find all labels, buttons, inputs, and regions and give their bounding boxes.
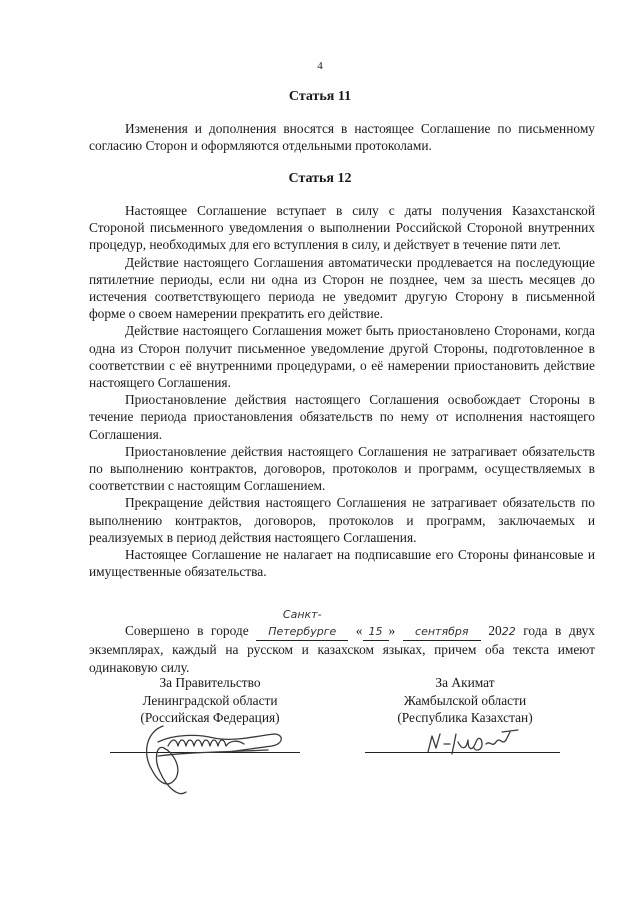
signature-right — [420, 726, 530, 760]
article-12-paragraph-6: Прекращение действия настоящего Соглашения не затрагивает обязательств по выполнению контрактов, договоров, протоколов и программ, заключаемых и реализуемых в период действия настоящего Соглашения. — [89, 495, 595, 545]
handwritten-city: Санкт-Петербурге — [256, 606, 348, 641]
signatory-left-line2: Ленинградской области — [142, 692, 278, 708]
article-12-paragraph-4: Приостановление действия настоящего Соглашения освобождает Стороны в течение периода приостановления обязательств по нему от исполнения настоящего Соглашения. — [89, 392, 595, 442]
signatory-left-line1: За Правительство — [159, 675, 261, 690]
signatory-right — [365, 674, 565, 727]
article-12-paragraph-2: Действие настоящего Соглашения автоматически продлевается на последующие пятилетние периоды, если ни одна из Сторон не позднее, чем за шесть месяцев до истечения соответствующего периода не уведомит другую Сторону в письменной форме о своем намерении прекратить его действие. — [89, 254, 595, 322]
article-11-paragraph: Изменения и дополнения вносятся в настоящее Соглашение по письменному согласию Сторон и оформляются отдельными протоколами. — [89, 121, 595, 154]
closing-prefix: Совершено в городе — [125, 623, 249, 639]
article-12-title: Статья 12 — [288, 171, 352, 186]
signatory-right-line2: Жамбылской области — [403, 692, 527, 708]
handwritten-day: 15 — [363, 623, 389, 641]
article-12-paragraph-3: Действие настоящего Соглашения может быть приостановлено Сторонами, когда одна из Сторон получит письменное уведомление другой Стороны, подготовленное в соответствии с её внутренними процедурами, о её намерении приостановить действие настоящего Соглашения. — [89, 323, 595, 391]
signatory-left-line3: (Российская Федерация) — [140, 710, 280, 726]
closing-rest: года в двух экземплярах, каждый на русском и казахском языках, причем оба текста имеют одинаковую силу. — [89, 623, 595, 675]
article-11-title: Статья 11 — [288, 89, 352, 104]
handwritten-month: сентября — [403, 623, 481, 641]
quote-open: « — [355, 623, 363, 639]
signatory-right-line3: (Республика Казахстан) — [397, 710, 533, 726]
page-number: 4 — [317, 60, 323, 72]
article-12-paragraph-1: Настоящее Соглашение вступает в силу с даты получения Казахстанской Стороной письменного уведомления о выполнении Российской Стороной внутренних процедур, необходимых для его вступления в силу, и действует в течение пяти лет. — [89, 203, 595, 253]
article-11-body — [89, 120, 595, 154]
closing-paragraph — [89, 606, 595, 676]
article-12-paragraph-7: Настоящее Соглашение не налагает на подписавшие его Стороны финансовые и имущественные обязательства. — [89, 547, 595, 580]
signatory-right-line1: За Акимат — [435, 675, 495, 690]
signature-left — [138, 712, 288, 802]
quote-close: » — [388, 623, 396, 639]
handwritten-year: 22 — [501, 625, 516, 639]
year-prefix: 20 — [488, 623, 502, 639]
closing-statement — [89, 606, 595, 676]
article-12-body — [89, 202, 595, 580]
article-12-paragraph-5: Приостановление действия настоящего Соглашения не затрагивает обязательств по выполнению контрактов, договоров, протоколов и программ, осуществляемых в соответствии с настоящим Соглашением. — [89, 443, 595, 494]
